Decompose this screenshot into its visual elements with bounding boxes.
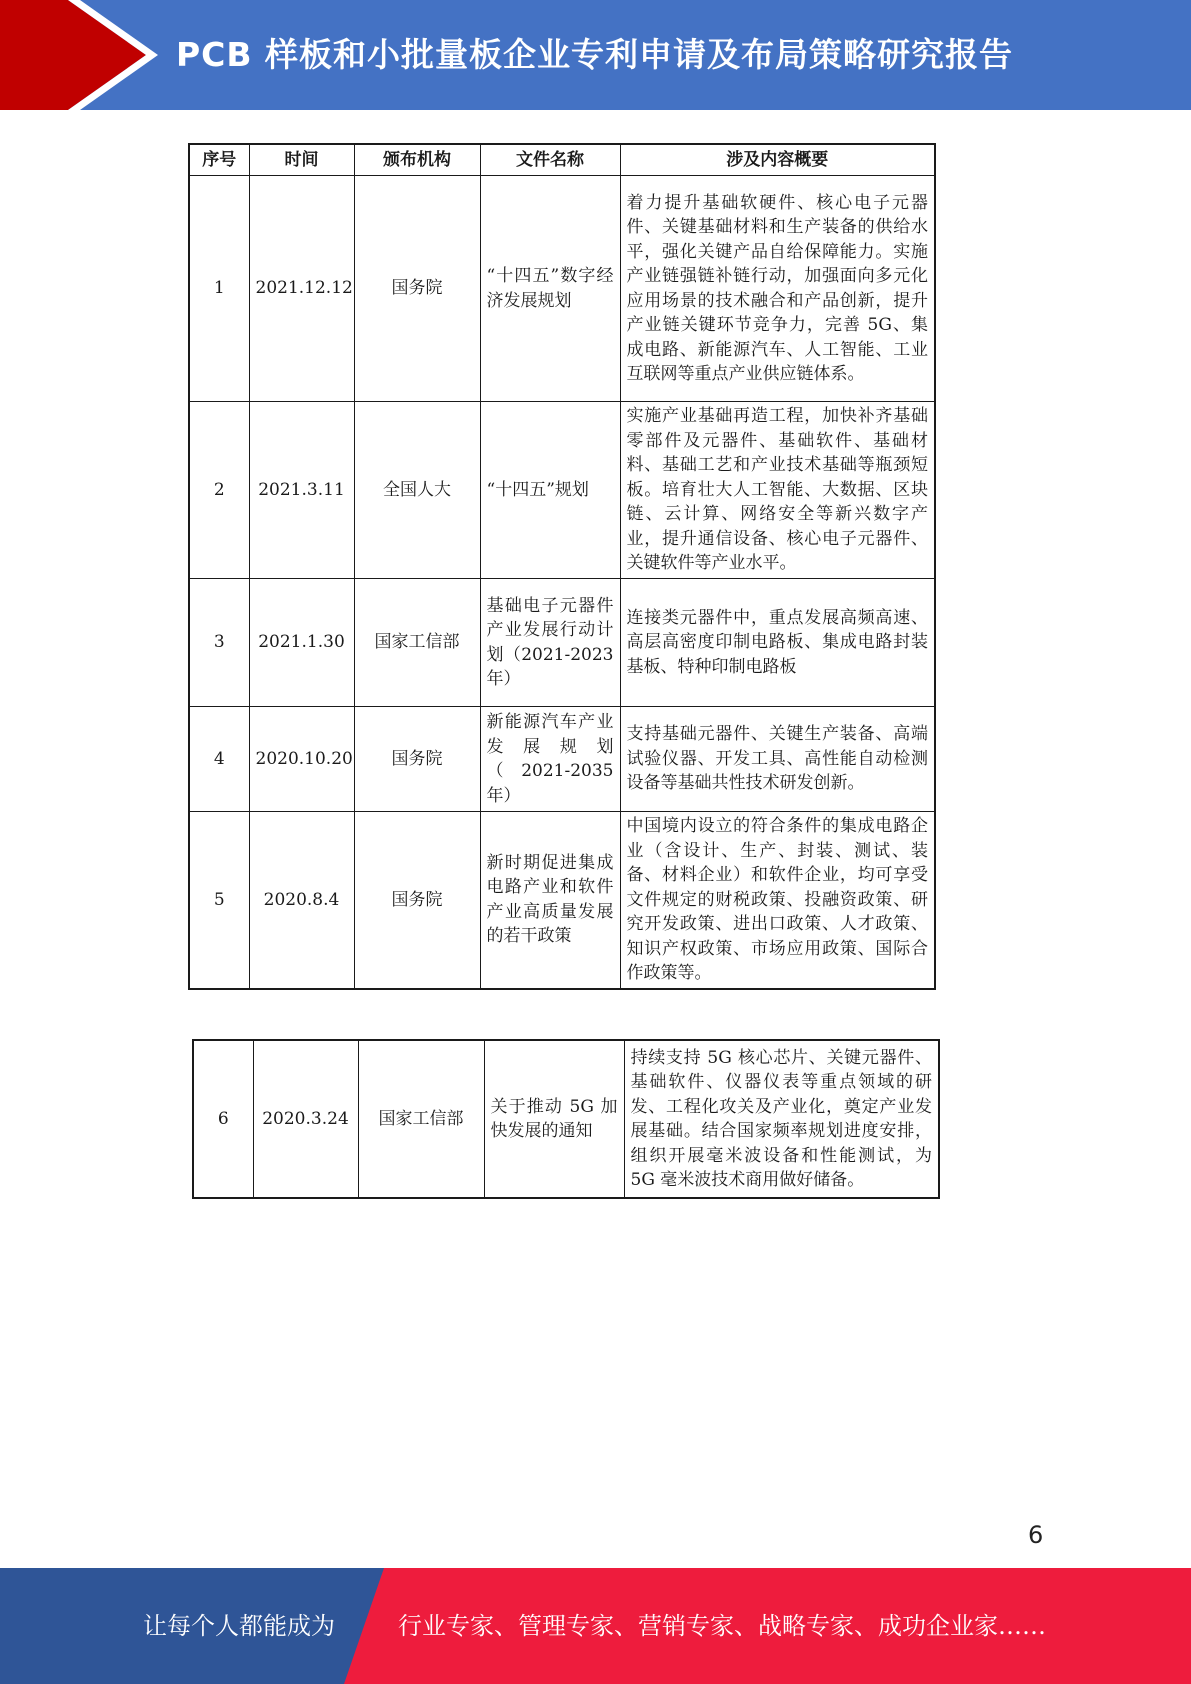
header-cell-date: 时间 [249,144,354,176]
table-row [189,707,935,812]
row-date: 2020.3.24 [253,1040,358,1198]
row-summary: 持续支持 5G 核心芯片、关键元器件、基础软件、仪器仪表等重点领域的研发、工程化攻关及产业化，奠定产业发展基础。结合国家频率规划进度安排，组织开展毫米波设备和性能测试，为 5G 毫米波技术商用做好储备。 [624,1040,939,1198]
header-cell-no: 序号 [189,144,249,176]
header-cell-summary: 涉及内容概要 [620,144,935,176]
row-org: 国家工信部 [358,1040,484,1198]
table-row [189,176,935,402]
row-doc: 关于推动 5G 加快发展的通知 [484,1040,624,1198]
row-date: 2021.1.30 [249,579,354,707]
footer-slogan-right: 行业专家、管理专家、营销专家、战略专家、成功企业家…… [398,1612,1046,1640]
header-chevron-icon [0,0,160,110]
row-no: 2 [189,402,249,579]
row-org: 国务院 [354,812,480,989]
row-summary: 实施产业基础再造工程，加快补齐基础零部件及元器件、基础软件、基础材料、基础工艺和产业技术基础等瓶颈短板。培育壮大人工智能、大数据、区块链、云计算、网络安全等新兴数字产业，提升通信设备、核心电子元器件、关键软件等产业水平。 [620,402,935,579]
row-summary: 连接类元器件中，重点发展高频高速、高层高密度印制电路板、集成电路封装基板、特种印制电路板 [620,579,935,707]
row-summary: 着力提升基础软硬件、核心电子元器件、关键基础材料和生产装备的供给水平，强化关键产品自给保障能力。实施产业链强链补链行动，加强面向多元化应用场景的技术融合和产品创新，提升产业链关键环节竞争力，完善 5G、集成电路、新能源汽车、人工智能、工业互联网等重点产业供应链体系。 [620,176,935,402]
table-header-row [189,144,935,176]
row-doc: “十四五”数字经济发展规划 [480,176,620,402]
table-row [189,579,935,707]
row-summary: 支持基础元器件、关键生产装备、高端试验仪器、开发工具、高性能自动检测设备等基础共性技术研发创新。 [620,707,935,812]
row-doc: 基础电子元器件产业发展行动计划（2021-2023年） [480,579,620,707]
row-date: 2020.10.20 [249,707,354,812]
row-org: 国务院 [354,176,480,402]
row-org: 国务院 [354,707,480,812]
policy-table [188,143,936,990]
row-date: 2021.12.12 [249,176,354,402]
row-no: 1 [189,176,249,402]
footer-bar [0,1568,1191,1684]
row-date: 2021.3.11 [249,402,354,579]
page-number: 6 [1028,1521,1044,1549]
row-summary: 中国境内设立的符合条件的集成电路企业（含设计、生产、封装、测试、装备、材料企业）和软件企业，均可享受文件规定的财税政策、投融资政策、研究开发政策、进出口政策、人才政策、知识产权政策、市场应用政策、国际合作政策等。 [620,812,935,989]
table-row [189,812,935,989]
table-row [193,1040,939,1198]
row-doc: 新能源汽车产业发展规划（2021-2035年） [480,707,620,812]
report-title: PCB 样板和小批量板企业专利申请及布局策略研究报告 [176,35,1014,74]
header-cell-org: 颁布机构 [354,144,480,176]
table-row [189,402,935,579]
row-no: 6 [193,1040,253,1198]
row-doc: “十四五”规划 [480,402,620,579]
policy-table-continued [192,1039,940,1199]
row-no: 5 [189,812,249,989]
row-no: 3 [189,579,249,707]
row-org: 全国人大 [354,402,480,579]
header-bar [0,0,1191,110]
footer-slogan-left: 让每个人都能成为 [143,1612,335,1640]
row-org: 国家工信部 [354,579,480,707]
row-doc: 新时期促进集成电路产业和软件产业高质量发展的若干政策 [480,812,620,989]
row-date: 2020.8.4 [249,812,354,989]
header-cell-doc: 文件名称 [480,144,620,176]
row-no: 4 [189,707,249,812]
